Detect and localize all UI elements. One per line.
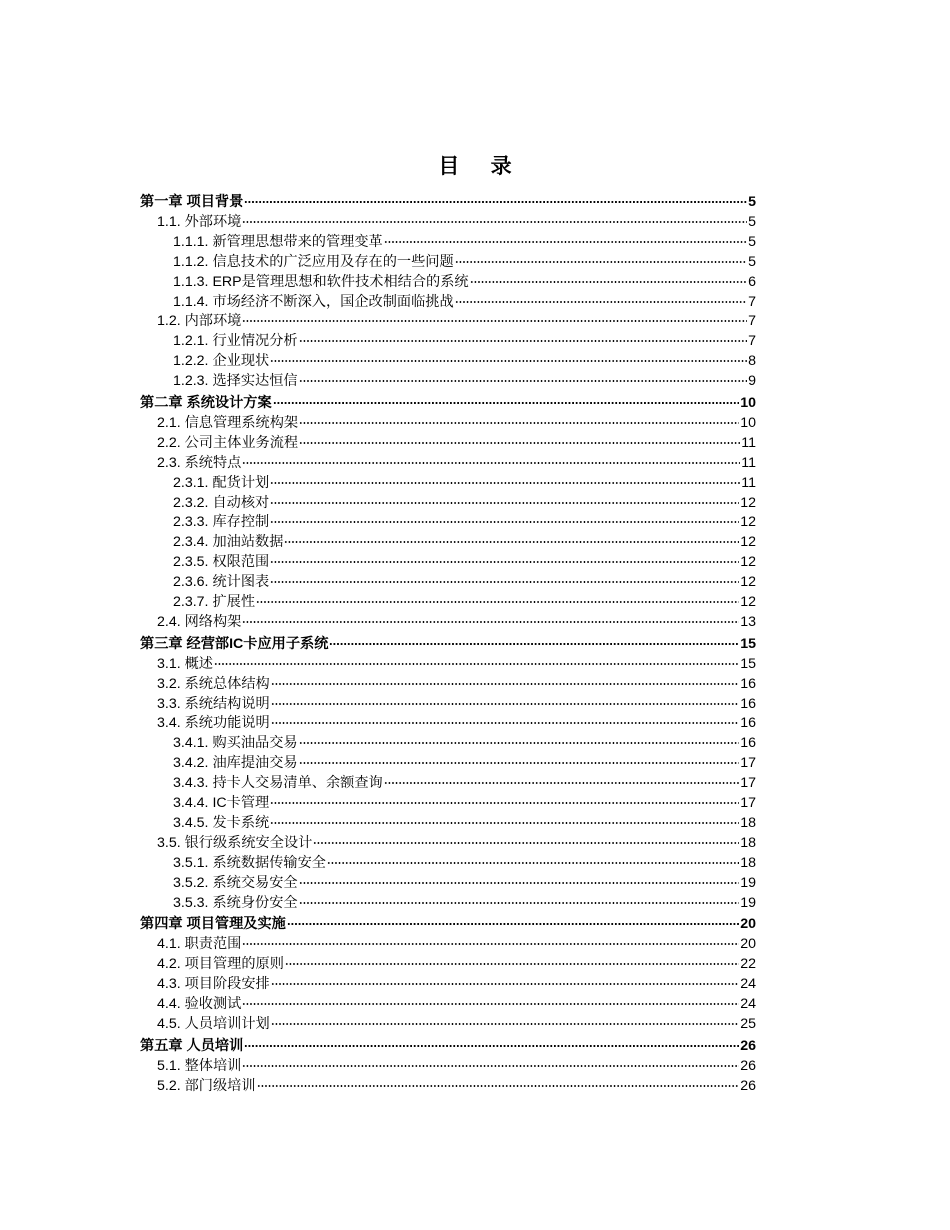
toc-subsection-entry[interactable]: [140, 814, 756, 834]
toc-section-entry[interactable]: [140, 714, 756, 734]
toc-entry-title: 第五章 人员培训: [140, 1037, 244, 1054]
toc-subsection-entry[interactable]: [140, 533, 756, 553]
toc-subsection-entry[interactable]: [140, 233, 756, 253]
toc-section-entry[interactable]: [140, 935, 756, 955]
toc-chapter-entry[interactable]: [140, 1035, 756, 1057]
toc-subsection-entry[interactable]: [140, 352, 756, 372]
toc-dot-leader: [287, 923, 739, 925]
toc-page-number: 11: [741, 454, 756, 471]
toc-dot-leader: [242, 462, 740, 464]
toc-chapter-entry[interactable]: [140, 913, 756, 935]
toc-dot-leader: [299, 422, 739, 424]
toc-subsection-entry[interactable]: [140, 573, 756, 593]
toc-entry-title: 3.5.2. 系统交易安全: [173, 874, 298, 891]
toc-dot-leader: [271, 722, 739, 724]
toc-subsection-entry[interactable]: [140, 494, 756, 514]
toc-entry-title: 2.3.4. 加油站数据: [173, 534, 284, 551]
toc-page-number: 6: [748, 273, 756, 290]
toc-entry-title: 4.3. 项目阶段安排: [157, 976, 270, 993]
toc-entry-title: 2.3.5. 权限范围: [173, 554, 270, 571]
toc-dot-leader: [384, 241, 747, 243]
toc-page-number: 9: [748, 373, 756, 390]
toc-entry-title: 3.5.3. 系统身份安全: [173, 894, 298, 911]
toc-page-number: 20: [740, 936, 756, 953]
toc-entry-title: 5.1. 整体培训: [157, 1057, 242, 1074]
toc-chapter-entry[interactable]: [140, 191, 756, 213]
toc-entry-title: 1.1.1. 新管理思想带来的管理变革: [173, 233, 383, 250]
toc-dot-leader: [242, 221, 747, 223]
toc-page-number: 5: [748, 194, 756, 210]
toc-subsection-entry[interactable]: [140, 293, 756, 313]
toc-entry-title: 3.4.2. 油库提油交易: [173, 755, 298, 772]
toc-subsection-entry[interactable]: [140, 513, 756, 533]
toc-entry-title: 2.3.1. 配货计划: [173, 474, 270, 491]
toc-entry-title: 2.3.3. 库存控制: [173, 514, 270, 531]
toc-section-entry[interactable]: [140, 695, 756, 715]
toc-page-number: 16: [740, 735, 756, 752]
toc-dot-leader: [244, 1045, 739, 1047]
toc-entry-title: 2.4. 网络构架: [157, 613, 242, 630]
toc-subsection-entry[interactable]: [140, 474, 756, 494]
toc-dot-leader: [299, 902, 740, 904]
toc-entry-title: 第三章 经营部IC卡应用子系统: [140, 635, 329, 652]
toc-entry-title: 3.2. 系统总体结构: [157, 675, 270, 692]
toc-entry-title: 2.1. 信息管理系统构架: [157, 415, 299, 432]
toc-entry-title: 2.3.2. 自动核对: [173, 494, 270, 511]
toc-dot-leader: [270, 581, 739, 583]
toc-page-number: 5: [748, 214, 756, 230]
toc-subsection-entry[interactable]: [140, 273, 756, 293]
toc-dot-leader: [271, 703, 739, 705]
toc-subsection-entry[interactable]: [140, 774, 756, 794]
toc-dot-leader: [299, 762, 740, 764]
toc-page-number: 26: [740, 1077, 756, 1094]
toc-dot-leader: [270, 482, 740, 484]
toc-entry-title: 1.1.3. ERP是管理思想和软件技术相结合的系统: [173, 273, 469, 290]
toc-entry-title: 3.5.1. 系统数据传输安全: [173, 854, 326, 871]
toc-dot-leader: [270, 802, 739, 804]
toc-section-entry[interactable]: [140, 434, 756, 454]
toc-chapter-entry[interactable]: [140, 633, 756, 655]
toc-dot-leader: [455, 301, 747, 303]
toc-page-number: 12: [740, 574, 756, 591]
toc-page-number: 12: [740, 514, 756, 531]
toc-chapter-entry[interactable]: [140, 392, 756, 414]
toc-entry-title: 4.1. 职责范围: [157, 936, 242, 953]
toc-dot-leader: [256, 601, 739, 603]
toc-section-entry[interactable]: [140, 655, 756, 675]
toc-section-entry[interactable]: [140, 1057, 756, 1077]
toc-dot-leader: [242, 320, 747, 322]
toc-dot-leader: [242, 621, 739, 623]
toc-page-number: 26: [740, 1057, 756, 1074]
toc-entry-title: 1.2.3. 选择实达恒信: [173, 373, 298, 390]
toc-dot-leader: [270, 360, 747, 362]
toc-page-number: 10: [740, 395, 756, 412]
toc-entry-title: 2.3.7. 扩展性: [173, 594, 256, 611]
toc-entry-title: 1.2.2. 企业现状: [173, 353, 270, 370]
toc-dot-leader: [384, 782, 740, 784]
toc-dot-leader: [284, 541, 739, 543]
toc-dot-leader: [299, 742, 740, 744]
toc-entry-title: 3.4. 系统功能说明: [157, 715, 270, 732]
toc-subsection-entry[interactable]: [140, 372, 756, 392]
toc-section-entry[interactable]: [140, 834, 756, 854]
toc-entry-title: 第二章 系统设计方案: [140, 395, 272, 412]
toc-page-number: 16: [740, 715, 756, 732]
toc-entry-title: 2.2. 公司主体业务流程: [157, 434, 299, 451]
toc-dot-leader: [285, 963, 739, 965]
toc-page-number: 13: [740, 613, 756, 630]
toc-dot-leader: [327, 862, 739, 864]
toc-entry-title: 3.4.3. 持卡人交易清单、余额查询: [173, 775, 383, 792]
toc-entry-title: 3.3. 系统结构说明: [157, 695, 270, 712]
toc-dot-leader: [270, 521, 739, 523]
toc-page-number: 11: [741, 474, 756, 491]
toc-dot-leader: [270, 822, 739, 824]
toc-page-number: 20: [740, 916, 756, 933]
toc-page-number: 5: [748, 253, 756, 270]
table-of-contents: [140, 191, 756, 1097]
toc-section-entry[interactable]: [140, 1015, 756, 1035]
toc-page-number: 22: [740, 956, 756, 973]
toc-entry-title: 2.3. 系统特点: [157, 454, 242, 471]
toc-subsection-entry[interactable]: [140, 854, 756, 874]
toc-page-number: 10: [740, 415, 756, 432]
toc-entry-title: 1.2.1. 行业情况分析: [173, 333, 298, 350]
toc-page-number: 15: [740, 655, 756, 672]
toc-dot-leader: [299, 340, 748, 342]
toc-subsection-entry[interactable]: [140, 894, 756, 914]
toc-subsection-entry[interactable]: [140, 874, 756, 894]
toc-title: 目 录: [438, 154, 524, 178]
toc-page-number: 12: [740, 594, 756, 611]
toc-page-number: 7: [748, 293, 756, 310]
toc-dot-leader: [455, 261, 747, 263]
toc-subsection-entry[interactable]: [140, 734, 756, 754]
toc-entry-title: 1.1. 外部环境: [157, 214, 242, 230]
toc-section-entry[interactable]: [140, 995, 756, 1015]
toc-page-number: 12: [740, 534, 756, 551]
toc-dot-leader: [242, 1003, 739, 1005]
toc-dot-leader: [271, 983, 739, 985]
toc-entry-title: 3.1. 概述: [157, 655, 213, 672]
toc-dot-leader: [271, 1023, 739, 1025]
toc-entry-title: 4.5. 人员培训计划: [157, 1015, 270, 1032]
toc-dot-leader: [257, 1085, 740, 1087]
toc-dot-leader: [270, 502, 739, 504]
toc-entry-title: 1.1.2. 信息技术的广泛应用及存在的一些问题: [173, 253, 454, 270]
toc-entry-title: 3.4.5. 发卡系统: [173, 814, 270, 831]
toc-dot-leader: [242, 943, 739, 945]
toc-entry-title: 第一章 项目背景: [140, 194, 244, 210]
toc-dot-leader: [244, 201, 747, 203]
toc-section-entry[interactable]: [140, 1077, 756, 1097]
toc-subsection-entry[interactable]: [140, 253, 756, 273]
toc-entry-title: 3.4.1. 购买油品交易: [173, 735, 298, 752]
toc-section-entry[interactable]: [140, 975, 756, 995]
toc-page-number: 24: [740, 996, 756, 1013]
toc-section-entry[interactable]: [140, 613, 756, 633]
toc-subsection-entry[interactable]: [140, 553, 756, 573]
toc-page-number: 26: [740, 1037, 756, 1054]
toc-page-number: 7: [748, 313, 756, 330]
toc-section-entry[interactable]: [140, 675, 756, 695]
toc-subsection-entry[interactable]: [140, 593, 756, 613]
toc-page-number: 12: [740, 494, 756, 511]
toc-section-entry[interactable]: [140, 414, 756, 434]
toc-entry-title: 第四章 项目管理及实施: [140, 916, 286, 933]
toc-entry-title: 4.2. 项目管理的原则: [157, 956, 284, 973]
toc-section-entry[interactable]: [140, 312, 756, 332]
toc-dot-leader: [299, 442, 740, 444]
toc-page-number: 17: [740, 795, 756, 812]
toc-entry-title: 2.3.6. 统计图表: [173, 574, 270, 591]
toc-dot-leader: [271, 683, 739, 685]
toc-entry-title: 5.2. 部门级培训: [157, 1077, 256, 1094]
toc-subsection-entry[interactable]: [140, 794, 756, 814]
toc-page-number: 24: [740, 976, 756, 993]
toc-dot-leader: [299, 882, 740, 884]
toc-section-entry[interactable]: [140, 213, 756, 233]
toc-entry-title: 3.4.4. IC卡管理: [173, 795, 270, 812]
toc-page-number: 8: [748, 353, 756, 370]
toc-page-number: 18: [740, 834, 756, 851]
toc-entry-title: 1.1.4. 市场经济不断深入，国企改制面临挑战: [173, 293, 454, 310]
toc-page-number: 11: [741, 434, 756, 451]
toc-page-number: 19: [740, 874, 756, 891]
toc-section-entry[interactable]: [140, 955, 756, 975]
toc-page-number: 12: [740, 554, 756, 571]
toc-page-number: 5: [748, 233, 756, 250]
toc-page-number: 15: [740, 635, 756, 652]
toc-page-number: 17: [740, 755, 756, 772]
toc-page-number: 17: [740, 775, 756, 792]
toc-subsection-entry[interactable]: [140, 332, 756, 352]
toc-dot-leader: [470, 281, 747, 283]
toc-page-number: 25: [740, 1015, 756, 1032]
toc-section-entry[interactable]: [140, 454, 756, 474]
toc-page-number: 18: [740, 854, 756, 871]
toc-page-number: 16: [740, 695, 756, 712]
toc-page-number: 18: [740, 814, 756, 831]
toc-dot-leader: [214, 663, 739, 665]
toc-entry-title: 4.4. 验收测试: [157, 996, 242, 1013]
toc-page-number: 7: [748, 333, 756, 350]
toc-subsection-entry[interactable]: [140, 754, 756, 774]
toc-dot-leader: [270, 561, 739, 563]
toc-dot-leader: [313, 842, 739, 844]
toc-dot-leader: [329, 643, 739, 645]
toc-entry-title: 1.2. 内部环境: [157, 313, 242, 330]
toc-page-number: 16: [740, 675, 756, 692]
toc-page-number: 19: [740, 894, 756, 911]
toc-dot-leader: [299, 380, 748, 382]
toc-dot-leader: [273, 402, 740, 404]
toc-dot-leader: [242, 1065, 739, 1067]
toc-entry-title: 3.5. 银行级系统安全设计: [157, 834, 313, 851]
